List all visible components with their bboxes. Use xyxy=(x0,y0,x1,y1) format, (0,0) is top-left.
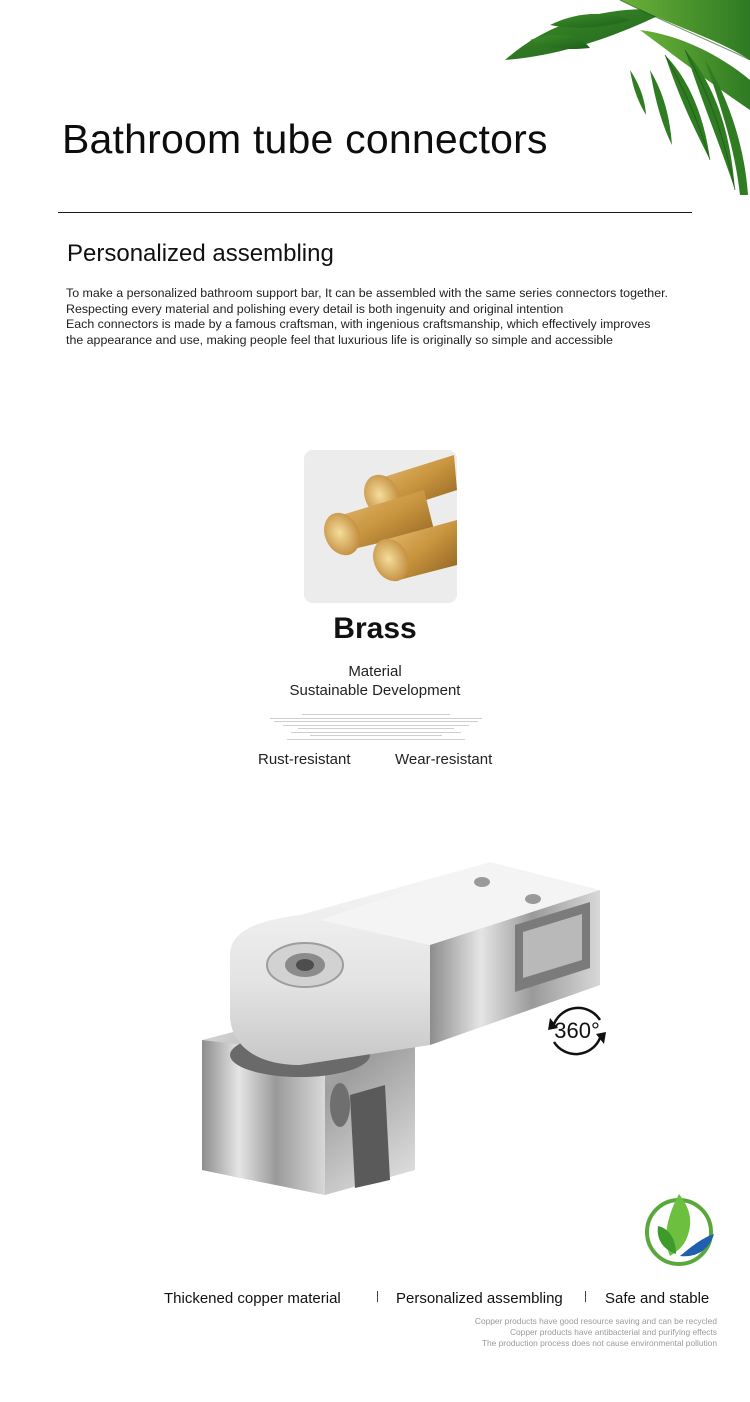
brass-rods-image xyxy=(304,450,457,603)
eco-leaf-icon xyxy=(640,1186,718,1270)
material-name: Brass xyxy=(333,612,417,645)
separator xyxy=(377,1291,378,1302)
footnote: The production process does not cause environmental pollution xyxy=(481,1338,717,1348)
intro-paragraph xyxy=(66,286,706,348)
feature-safe-stable: Safe and stable xyxy=(605,1290,710,1307)
rotate-360-icon xyxy=(544,1000,610,1062)
rotation-badge-text: 360° xyxy=(554,1018,600,1043)
intro-line: the appearance and use, making people feel that luxurious life is originally so simple and accessible xyxy=(66,332,613,347)
feature-thickened-copper: Thickened copper material xyxy=(164,1290,341,1307)
divider xyxy=(58,212,692,213)
feature-wear-resistant: Wear-resistant xyxy=(395,751,493,768)
intro-line: To make a personalized bathroom support bar, It can be assembled with the same series connectors together. xyxy=(66,286,668,300)
feature-rust-resistant: Rust-resistant xyxy=(258,751,351,768)
page-title: Bathroom tube connectors xyxy=(62,116,548,162)
footnote: Copper products have antibacterial and purifying effects xyxy=(509,1327,717,1337)
feature-personalized-assembling: Personalized assembling xyxy=(396,1290,563,1307)
section-subtitle: Personalized assembling xyxy=(67,240,334,267)
intro-line: Respecting every material and polishing every detail is both ingenuity and original intention xyxy=(66,301,564,316)
footnote: Copper products have good resource saving and can be recycled xyxy=(474,1316,717,1326)
material-tagline: Sustainable Development xyxy=(289,682,461,699)
fine-print-lines xyxy=(270,714,482,742)
palm-leaves-icon xyxy=(490,0,750,195)
material-label: Material xyxy=(348,663,402,680)
separator xyxy=(585,1291,586,1302)
intro-line: Each connectors is made by a famous craftsman, with ingenious craftsmanship, which effectively improves xyxy=(66,317,651,331)
